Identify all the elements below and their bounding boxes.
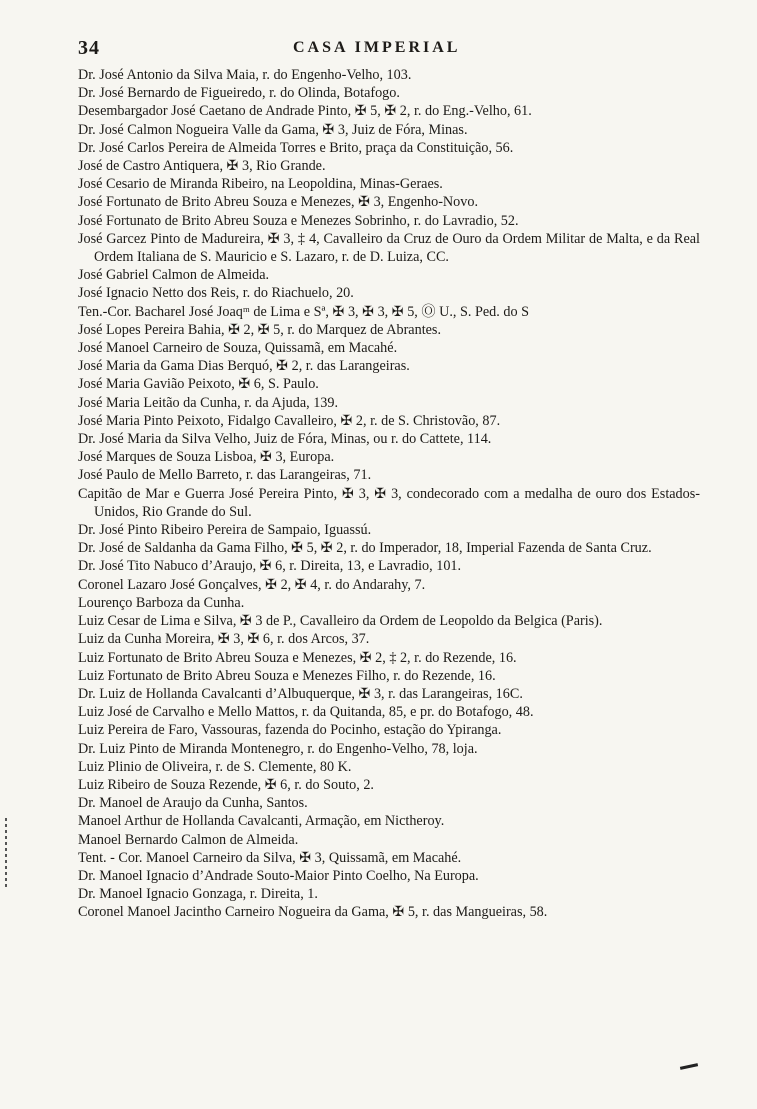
list-item: Ten.-Cor. Bacharel José Joaqᵐ de Lima e Sª, ✠ 3, ✠ 3, ✠ 5, Ⓞ U., S. Ped. do S bbox=[78, 303, 529, 320]
list-item: José Fortunato de Brito Abreu Souza e Menezes Sobrinho, r. do Lavradio, 52. bbox=[78, 212, 519, 229]
entries-list bbox=[78, 66, 700, 922]
list-item: José Maria da Gama Dias Berquó, ✠ 2, r. das Larangeiras. bbox=[78, 358, 410, 375]
list-item: Luiz Fortunato de Brito Abreu Souza e Menezes, ✠ 2, ‡ 2, r. do Rezende, 16. bbox=[78, 649, 517, 666]
list-item: Dr. José Tito Nabuco d’Araujo, ✠ 6, r. Direita, 13, e Lavradio, 101. bbox=[78, 558, 462, 575]
list-item: Manoel Bernardo Calmon de Almeida. bbox=[78, 831, 299, 848]
page-number: 34 bbox=[78, 37, 100, 59]
list-item: José Ignacio Netto dos Reis, r. do Riachuelo, 20. bbox=[78, 285, 354, 302]
list-item: Lourenço Barboza da Cunha. bbox=[78, 594, 245, 611]
list-item: José Paulo de Mello Barreto, r. das Larangeiras, 71. bbox=[78, 467, 372, 484]
list-item: Dr. Luiz Pinto de Miranda Montenegro, r. do Engenho-Velho, 78, loja. bbox=[78, 740, 478, 757]
list-item: Dr. Luiz de Hollanda Cavalcanti d’Albuquerque, ✠ 3, r. das Larangeiras, 16C. bbox=[78, 685, 523, 702]
list-item: José Fortunato de Brito Abreu Souza e Menezes, ✠ 3, Engenho-Novo. bbox=[78, 194, 478, 211]
list-item: Dr. Manoel Ignacio Gonzaga, r. Direita, 1. bbox=[78, 886, 318, 903]
list-item: José de Castro Antiquera, ✠ 3, Rio Grande. bbox=[78, 158, 326, 175]
list-item: José Marques de Souza Lisboa, ✠ 3, Europa. bbox=[78, 449, 335, 466]
list-item: Dr. Manoel de Araujo da Cunha, Santos. bbox=[78, 795, 308, 812]
running-title: CASA IMPERIAL bbox=[293, 39, 461, 56]
page-header bbox=[78, 37, 698, 61]
list-item: Dr. José Pinto Ribeiro Pereira de Sampaio, Iguassú. bbox=[78, 522, 372, 539]
list-item: José Cesario de Miranda Ribeiro, na Leopoldina, Minas-Geraes. bbox=[78, 176, 443, 193]
list-item: Dr. José de Saldanha da Gama Filho, ✠ 5, ✠ 2, r. do Imperador, 18, Imperial Fazenda de Santa Cruz. bbox=[78, 540, 652, 557]
list-item: Capitão de Mar e Guerra José Pereira Pinto, ✠ 3, ✠ 3, condecorado com a medalha de ouro dos Estados-Unidos, Rio Grande do Sul. bbox=[78, 485, 700, 520]
list-item: José Maria Leitão da Cunha, r. da Ajuda, 139. bbox=[78, 394, 339, 411]
list-item: Desembargador José Caetano de Andrade Pinto, ✠ 5, ✠ 2, r. do Eng.-Velho, 61. bbox=[78, 103, 532, 120]
list-item: Luiz Cesar de Lima e Silva, ✠ 3 de P., Cavalleiro da Ordem de Leopoldo da Belgica (Paris). bbox=[78, 613, 603, 630]
list-item: Dr. José Bernardo de Figueiredo, r. do Olinda, Botafogo. bbox=[78, 85, 400, 102]
list-item: José Garcez Pinto de Madureira, ✠ 3, ‡ 4, Cavalleiro da Cruz de Ouro da Ordem Militar de Malta, e da Real Ordem Italiana de S. Mauricio e S. Lazaro, r. de D. Luiza, CC. bbox=[78, 230, 700, 266]
list-item: Dr. José Carlos Pereira de Almeida Torres e Brito, praça da Constituição, 56. bbox=[78, 139, 514, 156]
list-item: Dr. José Calmon Nogueira Valle da Gama, ✠ 3, Juiz de Fóra, Minas. bbox=[78, 121, 468, 138]
list-item: José Manoel Carneiro de Souza, Quissamã, em Macahé. bbox=[78, 340, 398, 357]
list-item: Luiz José de Carvalho e Mello Mattos, r. da Quitanda, 85, e pr. do Botafogo, 48. bbox=[78, 704, 534, 721]
list-item: José Maria Pinto Peixoto, Fidalgo Cavalleiro, ✠ 2, r. de S. Christovão, 87. bbox=[78, 412, 501, 429]
list-item: Dr. José Antonio da Silva Maia, r. do Engenho-Velho, 103. bbox=[78, 67, 412, 83]
list-item: Dr. Manoel Ignacio d’Andrade Souto-Maior Pinto Coelho, Na Europa. bbox=[78, 867, 479, 884]
list-item: Dr. José Maria da Silva Velho, Juiz de Fóra, Minas, ou r. do Cattete, 114. bbox=[78, 431, 492, 448]
list-item: José Lopes Pereira Bahia, ✠ 2, ✠ 5, r. do Marquez de Abrantes. bbox=[78, 321, 441, 338]
list-item: Tent. - Cor. Manoel Carneiro da Silva, ✠ 3, Quissamã, em Macahé. bbox=[78, 849, 462, 866]
list-item: José Gabriel Calmon de Almeida. bbox=[78, 267, 270, 284]
list-item: José Maria Gavião Peixoto, ✠ 6, S. Paulo. bbox=[78, 376, 319, 393]
list-item: Luiz Fortunato de Brito Abreu Souza e Menezes Filho, r. do Rezende, 16. bbox=[78, 667, 496, 684]
list-item: Luiz Pereira de Faro, Vassouras, fazenda do Pocinho, estação do Ypiranga. bbox=[78, 722, 502, 739]
list-item: Luiz Plinio de Oliveira, r. de S. Clemente, 80 K. bbox=[78, 758, 352, 775]
margin-mark bbox=[5, 818, 7, 888]
list-item: Luiz Ribeiro de Souza Rezende, ✠ 6, r. do Souto, 2. bbox=[78, 776, 374, 793]
list-item: Manoel Arthur de Hollanda Cavalcanti, Armação, em Nictheroy. bbox=[78, 813, 445, 830]
ink-dash bbox=[680, 1063, 698, 1070]
list-item: Coronel Lazaro José Gonçalves, ✠ 2, ✠ 4, r. do Andarahy, 7. bbox=[78, 576, 426, 593]
list-item: Coronel Manoel Jacintho Carneiro Nogueira da Gama, ✠ 5, r. das Mangueiras, 58. bbox=[78, 904, 548, 921]
list-item: Luiz da Cunha Moreira, ✠ 3, ✠ 6, r. dos Arcos, 37. bbox=[78, 631, 370, 648]
